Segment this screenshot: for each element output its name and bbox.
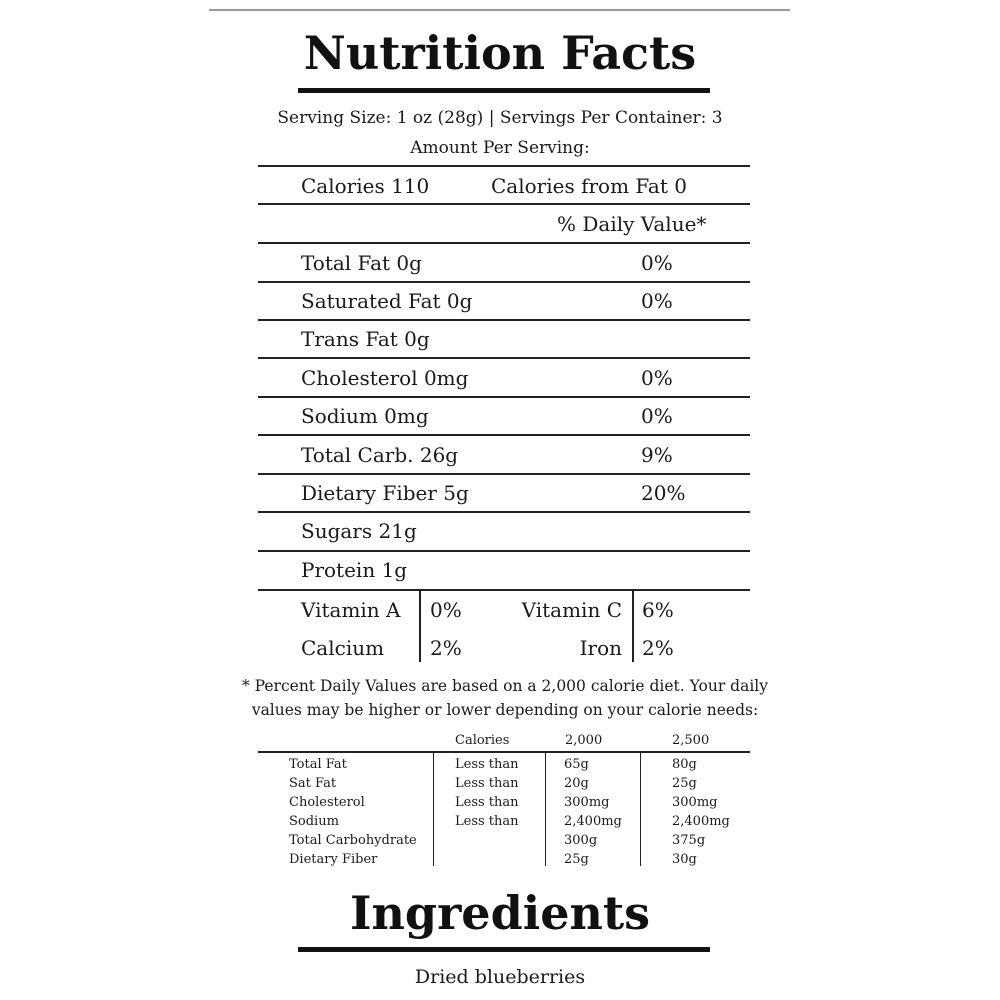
- ref-header-2000: 2,000: [565, 733, 603, 748]
- table-rule: [258, 203, 750, 205]
- table-rule: [258, 357, 750, 359]
- footnote-line: * Percent Daily Values are based on a 2,000 calorie diet. Your daily: [241, 677, 769, 695]
- ref-row-name: Cholesterol: [289, 795, 365, 810]
- ingredients-text: Dried blueberries: [414, 966, 586, 988]
- ref-row-2500: 2,400mg: [672, 814, 730, 829]
- vitamin-a-label: Vitamin A: [301, 598, 401, 622]
- nutrient-label: Sodium 0mg: [301, 404, 429, 428]
- ref-row-2500: 300mg: [672, 795, 718, 810]
- ref-row-2000: 300mg: [564, 795, 610, 810]
- ref-row-name: Total Carbohydrate: [289, 833, 417, 848]
- amount-per-serving: Amount Per Serving:: [410, 138, 590, 158]
- nutrient-daily-value: 0%: [641, 289, 673, 313]
- vitamin-grid-divider: [632, 590, 634, 662]
- ref-row-name: Sodium: [289, 814, 339, 829]
- table-rule: [258, 589, 750, 591]
- nutrient-label: Sugars 21g: [301, 519, 417, 543]
- ref-row-name: Dietary Fiber: [289, 852, 378, 867]
- table-rule: [258, 281, 750, 283]
- nutrient-daily-value: 9%: [641, 443, 673, 467]
- ref-row-2000: 25g: [564, 852, 589, 867]
- ref-row-qualifier: Less than: [455, 814, 519, 829]
- nutrient-label: Trans Fat 0g: [301, 327, 430, 351]
- vitamin-a-value: 0%: [430, 598, 462, 622]
- nutrient-daily-value: 0%: [641, 366, 673, 390]
- nutrient-daily-value: 0%: [641, 251, 673, 275]
- table-rule: [258, 396, 750, 398]
- nutrient-daily-value: 0%: [641, 404, 673, 428]
- vitamin-c-value: 6%: [642, 598, 674, 622]
- nutrient-label: Dietary Fiber 5g: [301, 481, 469, 505]
- table-rule: [258, 473, 750, 475]
- nutrient-label: Total Fat 0g: [301, 251, 422, 275]
- title-underline: [298, 88, 710, 93]
- calcium-value: 2%: [430, 636, 462, 660]
- ref-header-2500: 2,500: [672, 733, 710, 748]
- nutrient-label: Total Carb. 26g: [301, 443, 459, 467]
- ref-row-name: Sat Fat: [289, 776, 337, 791]
- footnote-line: values may be higher or lower depending on your calorie needs:: [251, 701, 759, 719]
- ref-table-divider: [433, 752, 434, 866]
- ref-row-name: Total Fat: [289, 757, 347, 772]
- daily-value-header: % Daily Value*: [557, 212, 707, 236]
- ref-table-divider: [640, 752, 641, 866]
- top-divider: [209, 9, 790, 11]
- ref-row-2500: 375g: [672, 833, 706, 848]
- ref-table-rule: [258, 751, 750, 753]
- ref-row-qualifier: Less than: [455, 795, 519, 810]
- ref-row-qualifier: Less than: [455, 776, 519, 791]
- iron-label: Iron: [579, 636, 622, 660]
- nutrient-label: Cholesterol 0mg: [301, 366, 469, 390]
- ref-row-2500: 80g: [672, 757, 697, 772]
- calories-from-fat: Calories from Fat 0: [491, 174, 687, 198]
- nutrient-daily-value: 20%: [641, 481, 686, 505]
- table-rule: [258, 511, 750, 513]
- nutrient-label: Saturated Fat 0g: [301, 289, 473, 313]
- table-rule: [258, 242, 750, 244]
- nutrient-label: Protein 1g: [301, 558, 408, 582]
- table-rule: [258, 165, 750, 167]
- ref-row-qualifier: Less than: [455, 757, 519, 772]
- calories: Calories 110: [301, 174, 430, 198]
- table-rule: [258, 550, 750, 552]
- ingredients-underline: [298, 947, 710, 952]
- table-rule: [258, 319, 750, 321]
- nutrition-facts-title: Nutrition Facts: [303, 26, 697, 80]
- ref-header-calories: Calories: [455, 733, 510, 748]
- calcium-label: Calcium: [301, 636, 385, 660]
- ref-table-divider: [545, 752, 546, 866]
- vitamin-c-label: Vitamin C: [521, 598, 622, 622]
- serving-info: Serving Size: 1 oz (28g) | Servings Per Container: 3: [277, 108, 723, 128]
- ingredients-title: Ingredients: [349, 886, 651, 940]
- table-rule: [258, 434, 750, 436]
- ref-row-2000: 20g: [564, 776, 589, 791]
- ref-row-2000: 300g: [564, 833, 598, 848]
- vitamin-grid-divider: [419, 590, 421, 662]
- iron-value: 2%: [642, 636, 674, 660]
- ref-row-2500: 25g: [672, 776, 697, 791]
- ref-row-2000: 2,400mg: [564, 814, 622, 829]
- ref-row-2000: 65g: [564, 757, 589, 772]
- ref-row-2500: 30g: [672, 852, 697, 867]
